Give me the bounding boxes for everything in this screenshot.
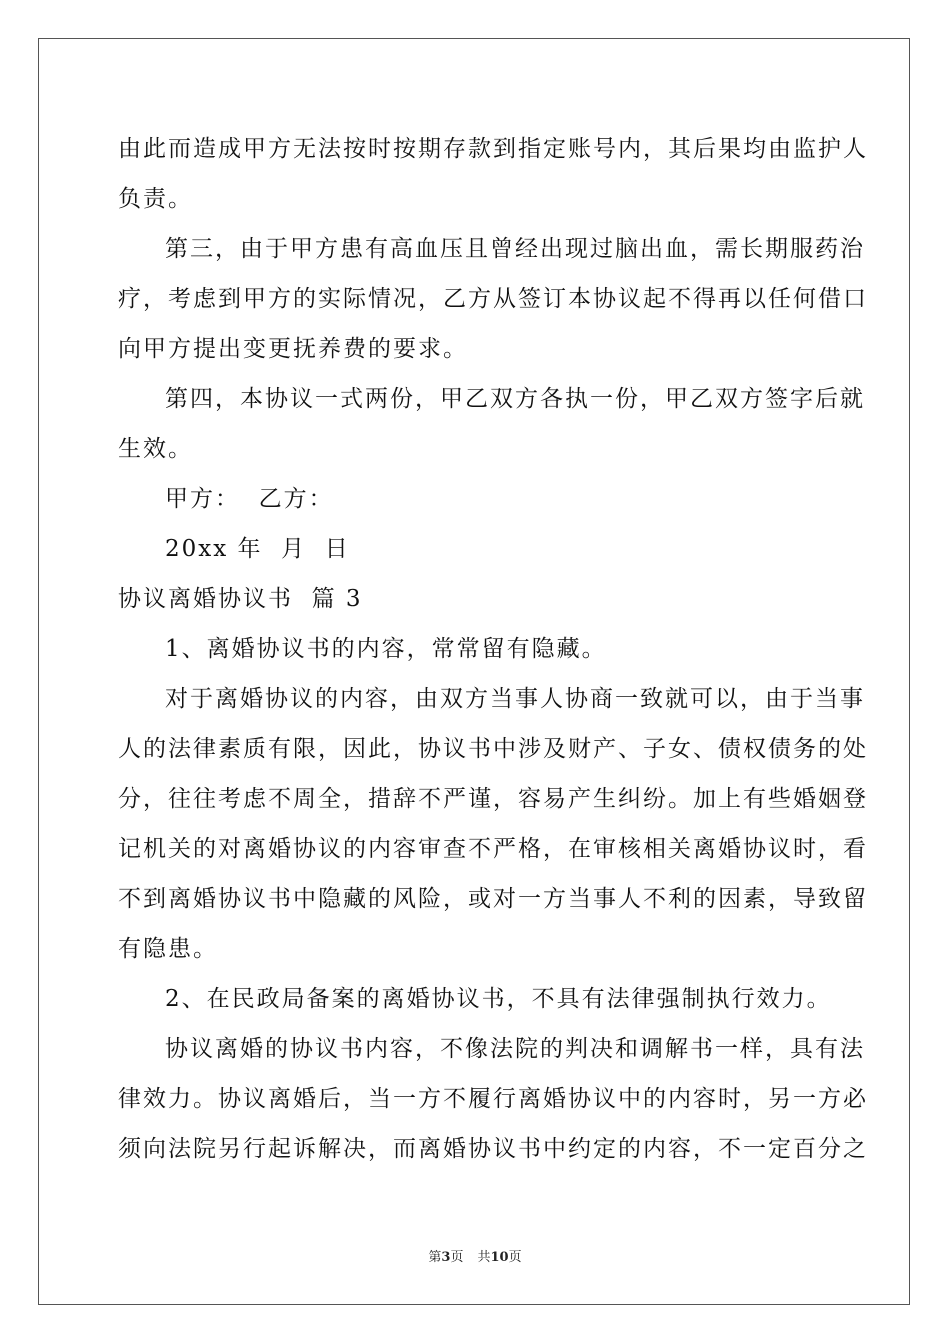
- date-line: 20xx 年 月 日: [165, 536, 350, 562]
- paragraph-line: 律效力。协议离婚后，当一方不履行离婚协议中的内容时，另一方必: [118, 1086, 868, 1112]
- total-suffix: 页: [508, 1250, 522, 1265]
- page-footer: [0, 1246, 950, 1265]
- paragraph-line: 疗，考虑到甲方的实际情况，乙方从签订本协议起不得再以任何借口: [118, 286, 868, 312]
- paragraph-line: 生效。: [118, 436, 193, 462]
- paragraph-line: 须向法院另行起诉解决，而离婚协议书中约定的内容，不一定百分之: [118, 1136, 868, 1162]
- list-item: 1、离婚协议书的内容，常常留有隐藏。: [165, 636, 607, 662]
- page-total: 10: [490, 1250, 509, 1265]
- page-suffix: 页: [450, 1250, 464, 1265]
- paragraph-line: 不到离婚协议书中隐藏的风险，或对一方当事人不利的因素，导致留: [118, 886, 868, 912]
- paragraph-line: 第四，本协议一式两份，甲乙双方各执一份，甲乙双方签字后就: [165, 386, 865, 412]
- total-prefix: 共: [477, 1250, 491, 1265]
- signature-line: 甲方： 乙方：: [165, 486, 334, 512]
- paragraph-line: 人的法律素质有限，因此，协议书中涉及财产、子女、债权债务的处: [118, 736, 868, 762]
- paragraph-line: 由此而造成甲方无法按时按期存款到指定账号内，其后果均由监护人: [118, 136, 868, 162]
- paragraph-line: 有隐患。: [118, 936, 218, 962]
- page-prefix: 第: [428, 1250, 442, 1265]
- page-current: 3: [441, 1250, 451, 1265]
- paragraph-line: 对于离婚协议的内容，由双方当事人协商一致就可以，由于当事: [165, 686, 865, 712]
- list-item: 2、在民政局备案的离婚协议书，不具有法律强制执行效力。: [165, 986, 832, 1012]
- paragraph-line: 记机关的对离婚协议的内容审查不严格，在审核相关离婚协议时，看: [118, 836, 868, 862]
- section-heading: 协议离婚协议书 篇 3: [118, 586, 363, 612]
- paragraph-line: 协议离婚的协议书内容，不像法院的判决和调解书一样，具有法: [165, 1036, 865, 1062]
- paragraph-line: 分，往往考虑不周全，措辞不严谨，容易产生纠纷。加上有些婚姻登: [118, 786, 868, 812]
- paragraph-line: 第三，由于甲方患有高血压且曾经出现过脑出血，需长期服药治: [165, 236, 865, 262]
- paragraph-line: 向甲方提出变更抚养费的要求。: [118, 336, 468, 362]
- paragraph-line: 负责。: [118, 186, 193, 212]
